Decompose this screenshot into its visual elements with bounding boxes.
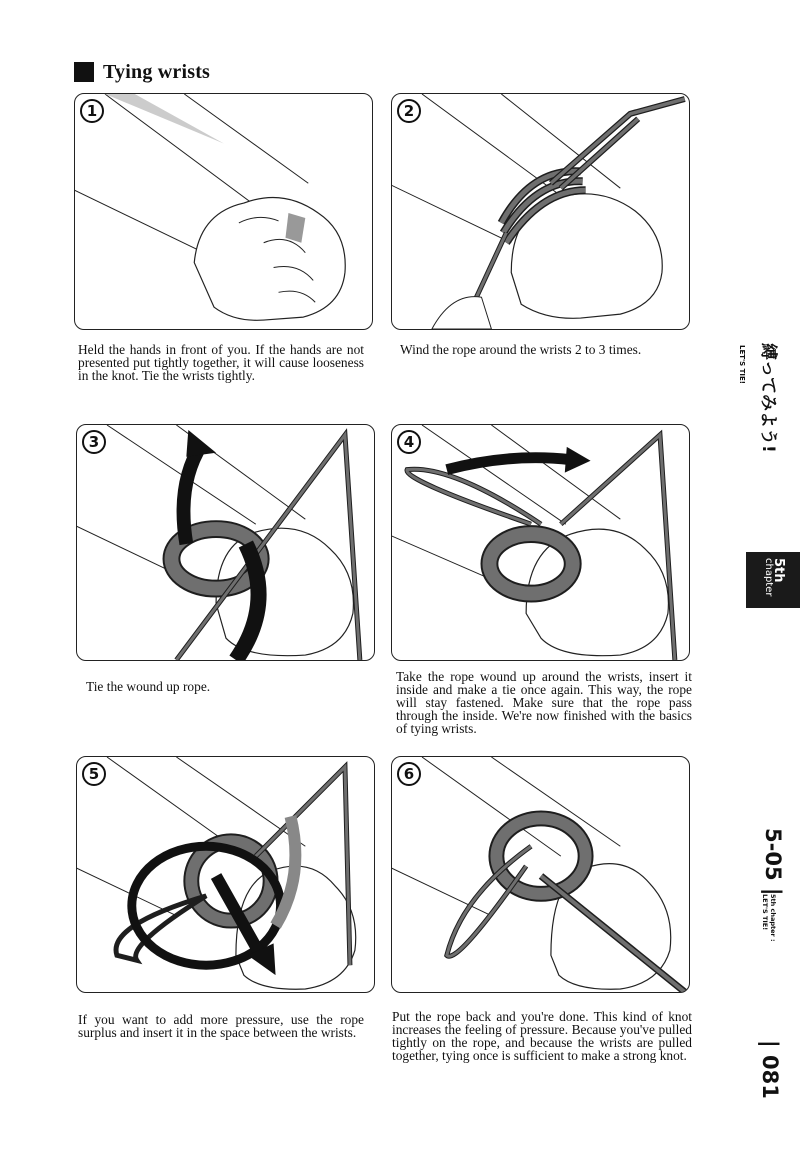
wrists-wound-drawing	[392, 94, 689, 329]
step-2-number: 2	[397, 99, 421, 123]
section-number: 5-05 |	[761, 828, 785, 896]
section-label: 5th chapter : LET'S TIE!	[761, 894, 777, 942]
step-1-illustration	[74, 93, 373, 330]
step-6-illustration	[391, 756, 690, 993]
step-1-caption: Held the hands in front of you. If the hands are not presented put tightly together, it will cause looseness in the knot. Tie the wrists tightly.	[78, 342, 364, 383]
step-2-illustration	[391, 93, 690, 330]
step-3-number: 3	[82, 430, 106, 454]
step-5-caption: If you want to add more pressure, use the rope surplus and insert it in the space between the wrists.	[78, 1012, 364, 1040]
step-6-number: 6	[397, 762, 421, 786]
sidebar-english-title: LET'S TIE!	[738, 345, 746, 384]
chapter-tab	[746, 552, 800, 608]
step-5-illustration	[76, 756, 375, 993]
step-1-number: 1	[80, 99, 104, 123]
step-2-caption: Wind the rope around the wrists 2 to 3 times.	[400, 342, 642, 357]
finished-knot-drawing	[392, 757, 689, 992]
step-3-illustration	[76, 424, 375, 661]
page-heading	[74, 59, 210, 85]
page-number: | 081	[758, 1040, 782, 1099]
heading-text: Tying wrists	[103, 60, 211, 83]
tie-rope-drawing	[77, 425, 374, 660]
step-4-number: 4	[397, 430, 421, 454]
step-6-caption: Put the rope back and you're done. This kind of knot increases the feeling of pressure. Because you've pulled tightly on the rope, and because the wrists are pulled together, tying once is sufficient to make a strong knot.	[392, 1009, 692, 1063]
heading-square-icon	[74, 62, 94, 82]
step-3-caption: Tie the wound up rope.	[86, 679, 211, 694]
step-4-caption: Take the rope wound up around the wrists, insert it inside and make a tie once again. This way, the rope will stay fastened. Make sure that the rope pass through the inside. We're now finished with the basics of tying wrists.	[396, 669, 692, 736]
add-pressure-drawing	[77, 757, 374, 992]
insert-rope-drawing	[392, 425, 689, 660]
step-5-number: 5	[82, 762, 106, 786]
chapter-tab-number: 5th	[771, 558, 786, 583]
fist-drawing	[75, 94, 372, 329]
sidebar-japanese-title: 縛ってみよう!	[758, 343, 778, 453]
step-4-illustration	[391, 424, 690, 661]
chapter-tab-word: chapter	[763, 558, 774, 597]
